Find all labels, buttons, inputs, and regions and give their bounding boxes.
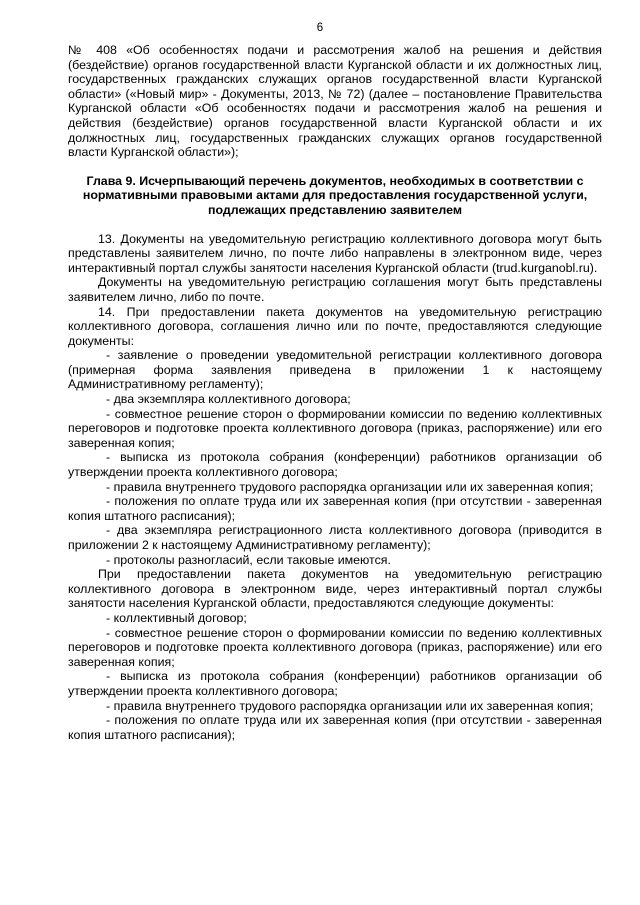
chapter-heading: Глава 9. Исчерпывающий перечень документов, необходимых в соответствии с нормативными правовыми актами для предоставления государственной услуги, подлежащих представлению заявителем [82,173,588,217]
list-item: - два экземпляра коллективного договора; [106,392,351,407]
list-item: - совместное решение сторон о формировании комиссии по ведению коллективных переговоров и подготовке проекта коллективного договора (приказ, распоряжение) или его заверенная копия; [68,406,602,450]
paragraph-agreement-submission: Документы на уведомительную регистрацию соглашения могут быть представлены заявителем лично, либо по почте. [68,275,602,304]
list-item: - протоколы разногласий, если таковые имеются. [106,552,391,567]
list-item: - правила внутреннего трудового распорядка организации или их заверенная копия; [106,479,594,494]
paragraph-14: 14. При предоставлении пакета документов на уведомительную регистрацию коллективного договора, соглашения лично или по почте, предоставляются следующие документы: [68,304,602,348]
paragraph-electronic-submission: При предоставлении пакета документов на уведомительную регистрацию коллективного договора в электронном виде, через интерактивный портал службы занятости населения Курганской области, предоставляются следующие документы: [68,567,602,611]
paragraph-13: 13. Документы на уведомительную регистрацию коллективного договора могут быть представлены заявителем лично, по почте либо направлены в электронном виде, через интерактивный портал службы занятости населения Курганской области (trud.kurganobl.ru). [68,231,602,275]
list-item: - выписка из протокола собрания (конференции) работников организации об утверждении проекта коллективного договора; [68,450,602,480]
list-item: - заявление о проведении уведомительной регистрации коллективного договора (примерная форма заявления приведена в приложении 1 к настоящему Административному регламенту); [68,348,602,392]
paragraph-resolution-reference: № 408 «Об особенностях подачи и рассмотрения жалоб на решения и действия (бездействие) органов государственной власти Курганской области и их должностных лиц, государственных гражданских служащих органов государственной власти Курганской области» («Новый мир» - Документы, 2013, № 72) (далее – постановление Правительства Курганской области «Об особенностях подачи и рассмотрения жалоб на решения и действия (бездействие) органов государственной власти Курганской области и их должностных лиц, государственных гражданских служащих органов государственной власти Курганской области»); [68,43,602,160]
list-item: - два экземпляра регистрационного листа коллективного договора (приводится в приложении 2 к настоящему Административному регламенту); [68,523,602,552]
page-number: 6 [316,22,324,34]
list-item: - совместное решение сторон о формировании комиссии по ведению коллективных переговоров и подготовке проекта коллективного договора (приказ, распоряжение) или его заверенная копия; [68,625,602,669]
list-item: - выписка из протокола собрания (конференции) работников организации об утверждении проекта коллективного договора; [68,669,602,698]
list-item: - положения по оплате труда или их заверенная копия (при отсутствии - заверенная копия штатного расписания); [68,494,602,523]
list-item: - коллективный договор; [106,610,247,625]
list-item: - правила внутреннего трудового распорядка организации или их заверенная копия; [106,698,594,713]
list-item: - положения по оплате труда или их заверенная копия (при отсутствии - заверенная копия штатного расписания); [68,713,602,742]
page-content [68,43,602,742]
